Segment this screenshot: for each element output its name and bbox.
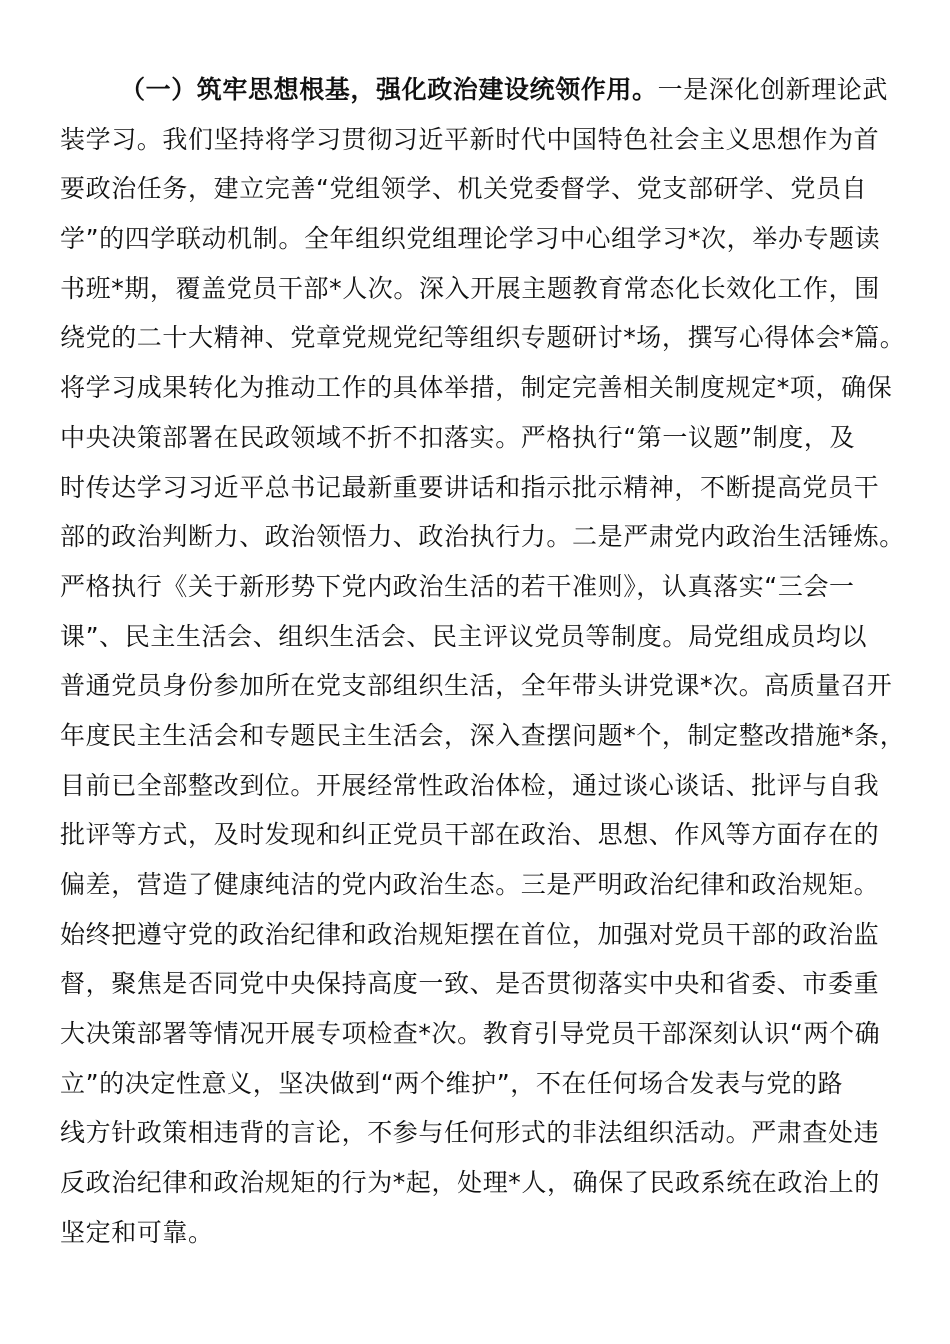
paragraph-line: 线方针政策相违背的言论，不参与任何形式的非法组织活动。严肃查处违: [60, 1118, 880, 1148]
paragraph-line: 始终把遵守党的政治纪律和政治规矩摆在首位，加强对党员干部的政治监: [60, 919, 880, 949]
section-heading: （一）筑牢思想根基，强化政治建设统领作用。: [120, 75, 658, 104]
line-text: 一是深化创新理论武: [657, 75, 889, 104]
paragraph-line: 督，聚焦是否同党中央保持高度一致、是否贯彻落实中央和省委、市委重: [60, 969, 880, 999]
paragraph-line: 偏差，营造了健康纯洁的党内政治生态。三是严明政治纪律和政治规矩。: [60, 870, 880, 899]
paragraph-line: 中央决策部署在民政领域不折不扣落实。严格执行“第一议题”制度，及: [60, 422, 856, 452]
paragraph-line: 时传达学习习近平总书记最新重要讲话和指示批示精神，不断提高党员干: [60, 472, 880, 502]
paragraph-line: 书班*期，覆盖党员干部*人次。深入开展主题教育常态化长效化工作，围: [60, 273, 880, 303]
paragraph-line: 立”的决定性意义，坚决做到“两个维护”，不在任何场合发表与党的路: [60, 1068, 844, 1098]
paragraph-line: 普通党员身份参加所在党支部组织生活，全年带头讲党课*次。高质量召开: [60, 671, 893, 701]
paragraph-line: 批评等方式，及时发现和纠正党员干部在政治、思想、作风等方面存在的: [60, 820, 880, 850]
paragraph-line: 反政治纪律和政治规矩的行为*起，处理*人，确保了民政系统在政治上的: [60, 1168, 880, 1198]
paragraph-line: 绕党的二十大精神、党章党规党纪等组织专题研讨*场，撰写心得体会*篇。: [60, 323, 906, 353]
paragraph-line: 部的政治判断力、政治领悟力、政治执行力。二是严肃党内政治生活锤炼。: [60, 522, 905, 552]
paragraph-line: 装学习。我们坚持将学习贯彻习近平新时代中国特色社会主义思想作为首: [60, 124, 880, 154]
paragraph-line: 目前已全部整改到位。开展经常性政治体检，通过谈心谈话、批评与自我: [60, 770, 880, 800]
paragraph-line: 大决策部署等情况开展专项检查*次。教育引导党员干部深刻认识“两个确: [60, 1019, 881, 1049]
paragraph-line: 课”、民主生活会、组织生活会、民主评议党员等制度。局党组成员均以: [60, 621, 868, 651]
paragraph-line: 将学习成果转化为推动工作的具体举措，制定完善相关制度规定*项，确保: [60, 373, 893, 403]
paragraph-line-1: [60, 70, 890, 120]
paragraph-line: 年度民主生活会和专题民主生活会，深入查摆问题*个，制定整改措施*条，: [60, 720, 906, 750]
section-paragraph: [60, 70, 906, 1263]
paragraph-line: 要政治任务，建立完善“党组领学、机关党委督学、党支部研学、党员自: [60, 174, 868, 204]
paragraph-line: 学”的四学联动机制。全年组织党组理论学习中心组学习*次，举办专题读: [60, 224, 881, 254]
paragraph-line: 严格执行《关于新形势下党内政治生活的若干准则》，认真落实“三会一: [60, 571, 855, 601]
paragraph-line: 坚定和可靠。: [60, 1217, 214, 1247]
